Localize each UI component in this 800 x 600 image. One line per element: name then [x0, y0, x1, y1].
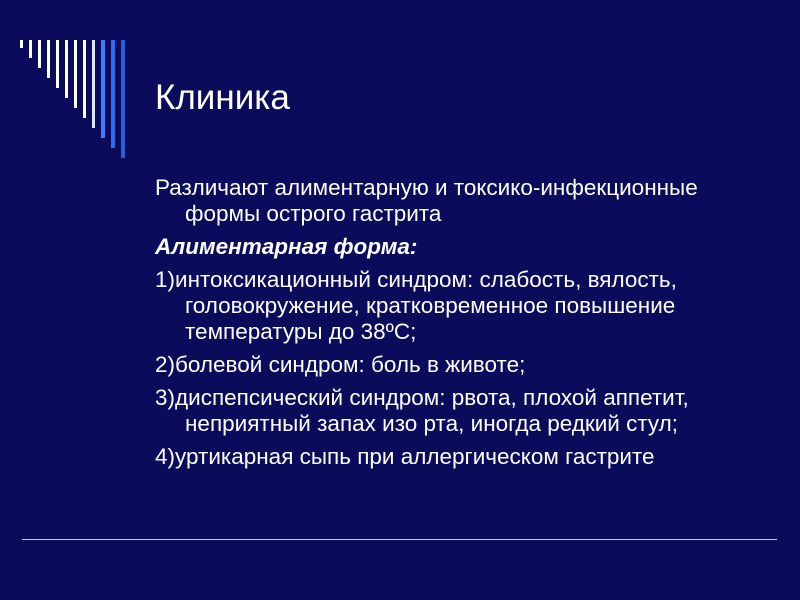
stripe [20, 40, 23, 48]
stripe [38, 40, 41, 68]
list-item: 4)уртикарная сыпь при аллергическом гастрите [155, 444, 655, 469]
stripe [83, 40, 86, 118]
intro-paragraph: Различают алиментарную и токсико-инфекционные формы острого гастрита [155, 175, 698, 226]
stripe [65, 40, 68, 98]
stripe [92, 40, 95, 128]
stripe [29, 40, 32, 58]
decorative-stripes [0, 0, 140, 170]
subheading: Алиментарная форма: [155, 234, 418, 259]
list-item: 3)диспепсический синдром: рвота, плохой аппетит, неприятный запах изо рта, иногда редкий стул; [155, 385, 689, 436]
stripe [56, 40, 59, 88]
stripe [74, 40, 77, 108]
stripe [111, 40, 115, 148]
list-item: 1)интоксикационный синдром: слабость, вялость, головокружение, кратковременное повышение температуры до 38ºС; [155, 267, 677, 344]
slide-title: Клиника [155, 78, 290, 117]
stripe [47, 40, 50, 78]
stripe [121, 40, 125, 158]
slide-body [155, 175, 755, 477]
stripe [101, 40, 105, 138]
list-item: 2)болевой синдром: боль в животе; [155, 352, 526, 377]
footer-divider [22, 539, 777, 540]
